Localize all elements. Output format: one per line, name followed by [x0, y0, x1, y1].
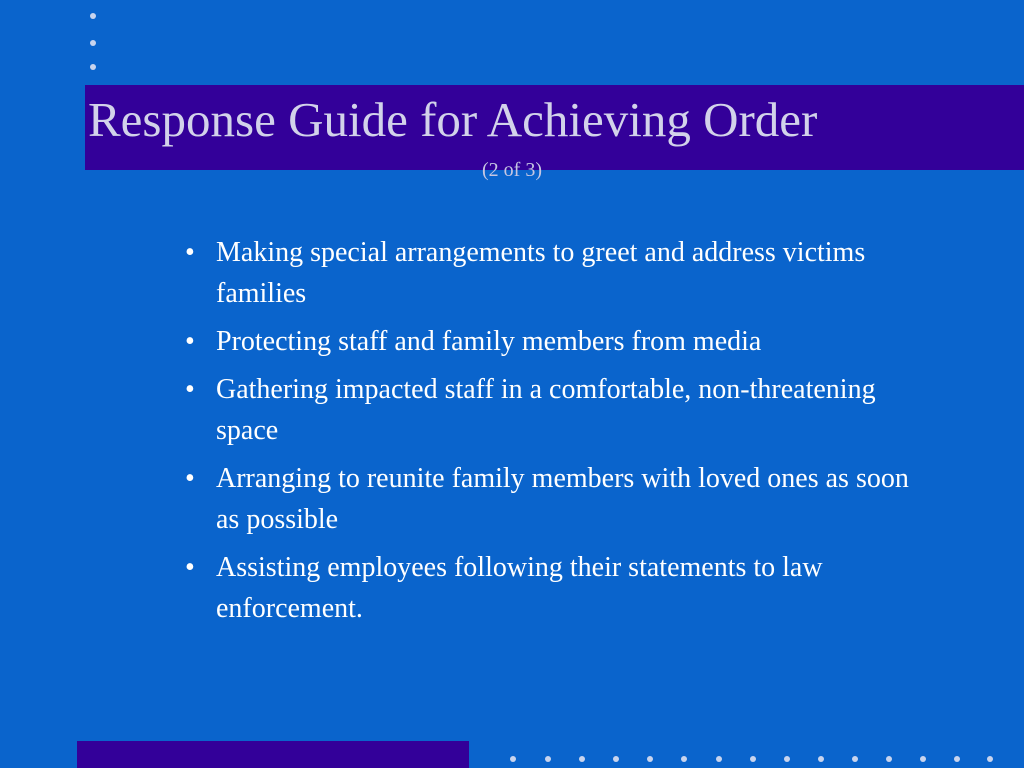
decorative-dot — [647, 756, 653, 762]
decorative-dot — [852, 756, 858, 762]
bullet-item — [185, 458, 915, 540]
decorative-dot — [886, 756, 892, 762]
bullet-icon: • — [185, 463, 195, 494]
bullet-item — [185, 321, 915, 362]
bullet-icon: • — [185, 552, 195, 583]
bullet-text: Assisting employees following their statements to law enforcement. — [216, 552, 823, 624]
footer-band — [77, 741, 469, 768]
bullet-text: Making special arrangements to greet and address victims families — [216, 237, 866, 309]
bullet-text: Protecting staff and family members from media — [216, 326, 762, 357]
decorative-dot — [613, 756, 619, 762]
bullet-list — [185, 232, 915, 636]
decorative-dot — [579, 756, 585, 762]
slide-title: Response Guide for Achieving Order — [88, 92, 818, 147]
decorative-dot — [954, 756, 960, 762]
decorative-dot — [90, 64, 96, 70]
bullet-item — [185, 232, 915, 314]
bullet-icon: • — [185, 237, 195, 268]
decorative-dot — [750, 756, 756, 762]
decorative-dot — [545, 756, 551, 762]
slide-subtitle: (2 of 3) — [482, 159, 542, 181]
decorative-dot — [818, 756, 824, 762]
decorative-dot — [90, 40, 96, 46]
bullet-item — [185, 547, 915, 629]
decorative-dot — [920, 756, 926, 762]
decorative-dot — [90, 13, 96, 19]
bullet-item — [185, 369, 915, 451]
bullet-icon: • — [185, 326, 195, 357]
decorative-dot — [784, 756, 790, 762]
bullet-icon: • — [185, 374, 195, 405]
bullet-text: Gathering impacted staff in a comfortable, non-threatening space — [216, 374, 876, 446]
decorative-dot — [681, 756, 687, 762]
decorative-dot — [987, 756, 993, 762]
decorative-dot — [510, 756, 516, 762]
decorative-dot — [716, 756, 722, 762]
bullet-text: Arranging to reunite family members with loved ones as soon as possible — [216, 463, 909, 535]
